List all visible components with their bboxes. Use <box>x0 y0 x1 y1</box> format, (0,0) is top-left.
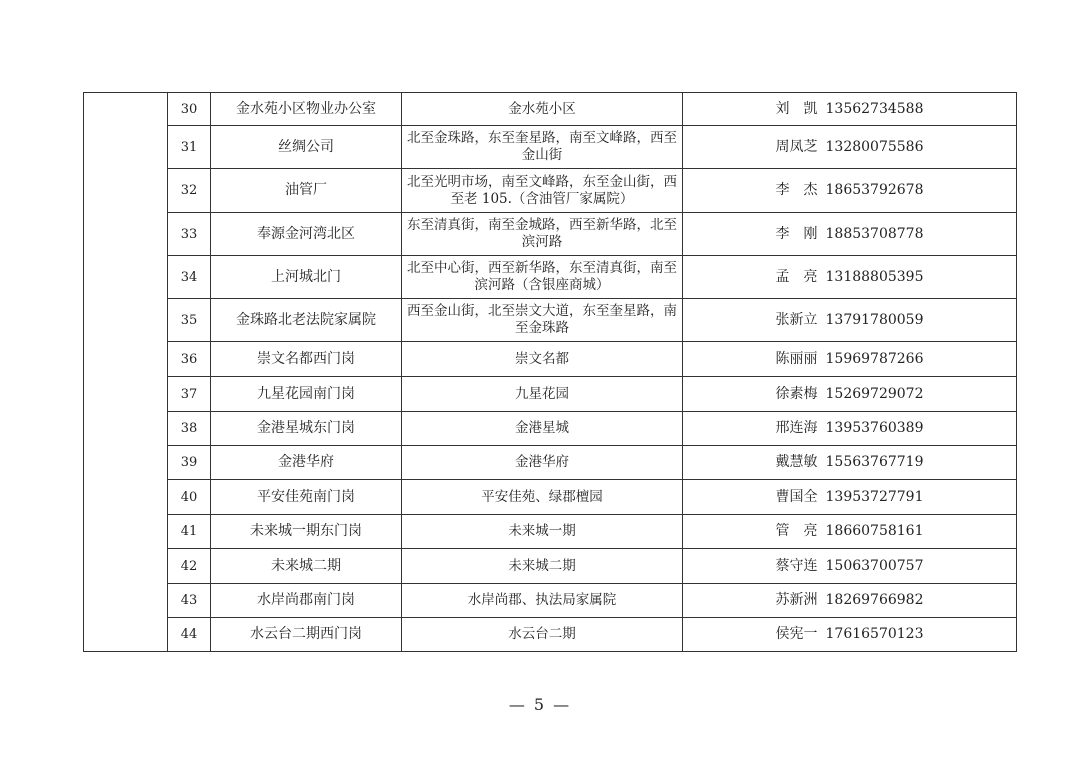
contact-phone: 13188805395 <box>825 268 924 285</box>
unit-cell: 丝绸公司 <box>211 126 402 169</box>
contact-phone: 18269766982 <box>825 592 924 608</box>
contact-phone: 15269729072 <box>825 385 924 402</box>
row-number-cell: 35 <box>168 299 211 342</box>
row-number-cell: 33 <box>168 213 211 256</box>
area-cell: 北至光明市场，南至文峰路，东至金山街，西至老 105.（含油管厂家属院） <box>402 169 683 213</box>
row-number-cell: 34 <box>168 256 211 299</box>
table-row <box>84 549 1017 584</box>
contact-name: 蔡守连 <box>775 557 818 574</box>
area-cell: 未来城一期 <box>402 515 683 549</box>
row-number-cell: 40 <box>168 480 211 515</box>
table-row <box>84 377 1017 412</box>
area-cell: 金港星城 <box>402 412 683 446</box>
row-number-cell: 42 <box>168 549 211 584</box>
contact-name: 陈丽丽 <box>775 350 818 367</box>
contact-cell <box>683 93 1017 126</box>
row-number-cell: 32 <box>168 169 211 213</box>
table-row <box>84 299 1017 342</box>
unit-cell: 水岸尚郡南门岗 <box>211 584 402 618</box>
unit-cell: 水云台二期西门岗 <box>211 618 402 652</box>
contact-phone: 13791780059 <box>825 311 924 328</box>
row-number-cell: 39 <box>168 446 211 480</box>
contact-name: 曹国全 <box>775 488 818 505</box>
contact-name: 刘 凯 <box>775 100 818 117</box>
contact-cell <box>683 584 1017 618</box>
contact-name: 徐素梅 <box>775 385 818 402</box>
unit-cell: 奉源金河湾北区 <box>211 213 402 256</box>
row-number-cell: 41 <box>168 515 211 549</box>
unit-cell: 九星花园南门岗 <box>211 377 402 412</box>
table-row <box>84 256 1017 299</box>
area-cell: 未来城二期 <box>402 549 683 584</box>
area-cell: 金水苑小区 <box>402 93 683 126</box>
contact-cell <box>683 549 1017 584</box>
row-number-cell: 30 <box>168 93 211 126</box>
contact-cell <box>683 342 1017 377</box>
contact-cell <box>683 515 1017 549</box>
table-row <box>84 584 1017 618</box>
unit-cell: 未来城二期 <box>211 549 402 584</box>
contact-phone: 13562734588 <box>825 100 924 117</box>
contact-name: 周凤芝 <box>775 138 818 155</box>
contact-phone: 18853708778 <box>825 225 924 242</box>
area-cell: 金港华府 <box>402 446 683 480</box>
row-number-cell: 44 <box>168 618 211 652</box>
contact-phone: 15063700757 <box>825 557 924 574</box>
table-row <box>84 618 1017 652</box>
contact-cell <box>683 618 1017 652</box>
contact-name: 张新立 <box>775 311 818 328</box>
area-cell: 平安佳苑、绿郡檀园 <box>402 480 683 515</box>
unit-cell: 上河城北门 <box>211 256 402 299</box>
contact-phone: 18653792678 <box>825 182 924 198</box>
row-number-cell: 37 <box>168 377 211 412</box>
contact-table <box>83 92 1017 652</box>
table-body <box>84 93 1017 652</box>
contact-phone: 17616570123 <box>825 626 924 642</box>
contact-name: 管 亮 <box>775 523 818 539</box>
table-row <box>84 412 1017 446</box>
page-number: — 5 — <box>508 695 572 714</box>
contact-phone: 13953760389 <box>825 420 924 436</box>
unit-cell: 崇文名都西门岗 <box>211 342 402 377</box>
area-cell: 崇文名都 <box>402 342 683 377</box>
unit-cell: 平安佳苑南门岗 <box>211 480 402 515</box>
contact-cell <box>683 299 1017 342</box>
row-number-cell: 43 <box>168 584 211 618</box>
merged-category-cell <box>84 93 168 652</box>
contact-cell <box>683 446 1017 480</box>
area-cell: 东至清真街，南至金城路，西至新华路，北至滨河路 <box>402 213 683 256</box>
contact-cell <box>683 412 1017 446</box>
unit-cell: 金港华府 <box>211 446 402 480</box>
contact-phone: 18660758161 <box>825 523 924 539</box>
area-cell: 水云台二期 <box>402 618 683 652</box>
contact-phone: 15563767719 <box>825 454 924 470</box>
contact-phone: 13280075586 <box>825 138 924 155</box>
contact-cell <box>683 377 1017 412</box>
area-cell: 水岸尚郡、执法局家属院 <box>402 584 683 618</box>
contact-name: 李 刚 <box>775 225 818 242</box>
contact-name: 李 杰 <box>775 182 818 198</box>
area-cell: 九星花园 <box>402 377 683 412</box>
contact-cell <box>683 126 1017 169</box>
unit-cell: 金港星城东门岗 <box>211 412 402 446</box>
table-row <box>84 169 1017 213</box>
table-row <box>84 446 1017 480</box>
table-row <box>84 126 1017 169</box>
contact-cell <box>683 169 1017 213</box>
row-number-cell: 31 <box>168 126 211 169</box>
table-row <box>84 515 1017 549</box>
table-row <box>84 342 1017 377</box>
unit-cell: 未来城一期东门岗 <box>211 515 402 549</box>
unit-cell: 油管厂 <box>211 169 402 213</box>
area-cell: 西至金山街，北至崇文大道，东至奎星路，南至金珠路 <box>402 299 683 342</box>
contact-name: 苏新洲 <box>775 592 818 608</box>
contact-name: 邢连海 <box>775 420 818 436</box>
contact-name: 戴慧敏 <box>775 454 818 470</box>
area-cell: 北至中心街，西至新华路，东至清真街，南至滨河路（含银座商城） <box>402 256 683 299</box>
contact-phone: 15969787266 <box>825 350 924 367</box>
area-cell: 北至金珠路，东至奎星路，南至文峰路，西至金山街 <box>402 126 683 169</box>
contact-name: 侯宪一 <box>775 626 818 642</box>
table-row <box>84 213 1017 256</box>
table-row <box>84 480 1017 515</box>
contact-cell <box>683 256 1017 299</box>
contact-phone: 13953727791 <box>825 488 924 505</box>
contact-cell <box>683 480 1017 515</box>
contact-cell <box>683 213 1017 256</box>
row-number-cell: 36 <box>168 342 211 377</box>
table-row <box>84 93 1017 126</box>
unit-cell: 金水苑小区物业办公室 <box>211 93 402 126</box>
unit-cell: 金珠路北老法院家属院 <box>211 299 402 342</box>
row-number-cell: 38 <box>168 412 211 446</box>
contact-name: 孟 亮 <box>775 268 818 285</box>
